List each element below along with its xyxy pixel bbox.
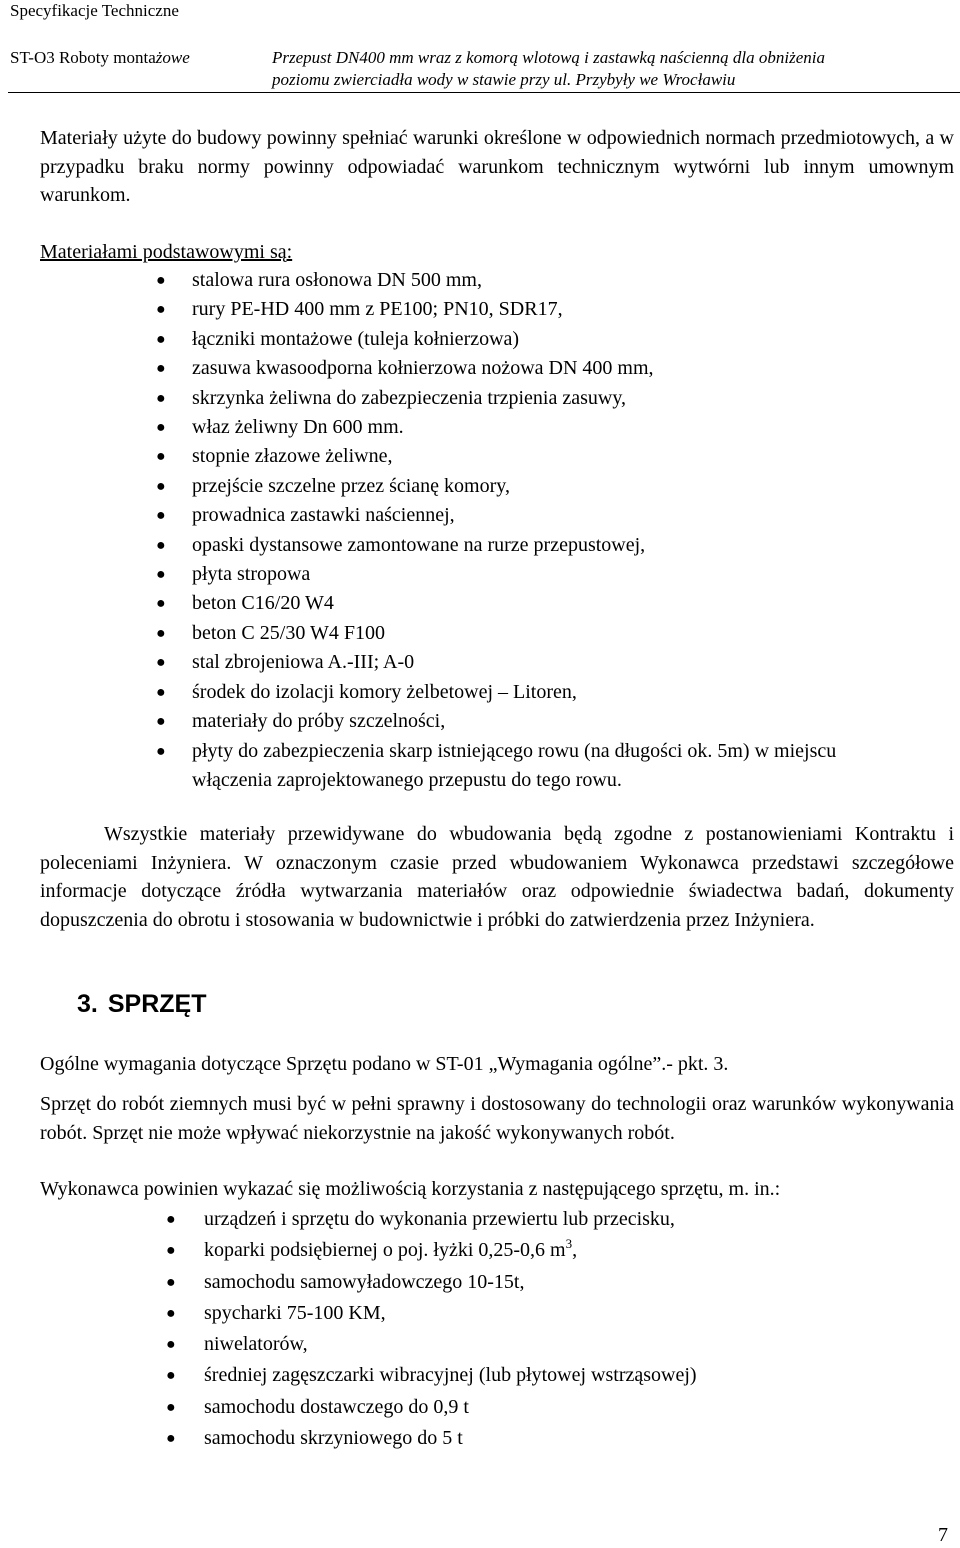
list-item-text: samochodu skrzyniowego do 5 t xyxy=(204,1427,463,1450)
project-subject xyxy=(272,47,825,91)
bullet-icon: ● xyxy=(156,566,166,584)
list-item-text: rury PE-HD 400 mm z PE100; PN10, SDR17, xyxy=(192,298,563,321)
bullet-icon: ● xyxy=(156,654,166,672)
bullet-icon: ● xyxy=(166,1398,176,1416)
superscript: 3 xyxy=(565,1236,573,1252)
equipment-list xyxy=(0,1204,697,1454)
bullet-icon: ● xyxy=(156,536,166,554)
bullet-icon: ● xyxy=(166,1304,176,1322)
list-item-text: zasuwa kwasoodporna kołnierzowa nożowa DN 400 mm, xyxy=(192,357,654,380)
list-item xyxy=(0,1360,697,1391)
list-item xyxy=(0,384,902,413)
list-item-text: urządzeń i sprzętu do wykonania przewiertu lub przecisku, xyxy=(204,1208,675,1230)
list-item-text: skrzynka żeliwna do zabezpieczenia trzpienia zasuwy, xyxy=(192,386,627,409)
list-item xyxy=(0,707,902,736)
list-item xyxy=(0,354,902,383)
section-code-text: ST-O3 Roboty monta xyxy=(10,48,156,67)
list-item-text: stal zbrojeniowa A.-III; A-0 xyxy=(192,651,415,674)
list-item-text: średniej zagęszczarki wibracyjnej (lub płytowej wstrząsowej) xyxy=(204,1364,697,1387)
list-item-text: płyta stropowa xyxy=(192,563,311,586)
bullet-icon: ● xyxy=(166,1273,176,1291)
bullet-icon: ● xyxy=(156,507,166,525)
list-item-text: opaski dystansowe zamontowane na rurze przepustowej, xyxy=(192,533,646,556)
list-item xyxy=(0,1392,697,1423)
bullet-icon: ● xyxy=(166,1336,176,1354)
section-heading xyxy=(77,988,206,1020)
list-item xyxy=(0,1267,697,1298)
section-code xyxy=(10,47,190,69)
project-subject-line-1: Przepust DN400 mm wraz z komorą wlotową i zastawką naścienną dla obniżenia xyxy=(272,48,825,67)
list-item-text: prowadnica zastawki naściennej, xyxy=(192,504,455,527)
list-item-text: spycharki 75-100 KM, xyxy=(204,1301,386,1324)
list-item-text: stalowa rura osłonowa DN 500 mm, xyxy=(192,269,482,291)
list-item xyxy=(0,1235,697,1266)
list-item-text: niwelatorów, xyxy=(204,1333,308,1356)
materials-note-paragraph: Wszystkie materiały przewidywane do wbudowania będą zgodne z postanowieniami Kontraktu i poleceniami Inżyniera. W oznaczonym czasie przed wbudowaniem Wykonawca przedstawi szczegółowe informacje dotyczące źródła wytwarzania materiałów oraz odpowiednie świadectwa badań, dokumenty dopuszczenia do obrotu i stosowania w budownictwie i próbki do zatwierdzenia przez Inżyniera. xyxy=(40,823,954,931)
bullet-icon: ● xyxy=(156,742,166,760)
intro-paragraph: Materiały użyte do budowy powinny spełniać warunki określone w odpowiednich normach przedmiotowych, a w przypadku braku normy powinny odpowiadać warunkom technicznym wytwórni lub innym umownym warunkom. xyxy=(40,127,954,206)
list-item xyxy=(0,678,902,707)
bullet-icon: ● xyxy=(156,272,166,289)
list-item-text: samochodu samowyładowczego 10-15t, xyxy=(204,1270,525,1293)
materials-list xyxy=(0,266,902,795)
bullet-icon: ● xyxy=(156,683,166,701)
equipment-paragraph: Sprzęt do robót ziemnych musi być w pełni sprawny i dostosowany do technologii oraz warunków wykonywania robót. Sprzęt nie może wpływać niekorzystnie na jakość wykonywanych robót. xyxy=(40,1093,954,1144)
project-subject-line-2: poziomu zwierciadła wody w stawie przy ul. Przybyły we Wrocławiu xyxy=(272,70,736,89)
list-item xyxy=(0,413,902,442)
list-item xyxy=(0,1423,697,1454)
equipment-heading: Wykonawca powinien wykazać się możliwością korzystania z następującego sprzętu, m. in.: xyxy=(40,1178,781,1200)
bullet-icon: ● xyxy=(166,1242,176,1260)
list-item xyxy=(0,648,902,677)
list-item-text: beton C 25/30 W4 F100 xyxy=(192,621,385,644)
materials-heading: Materiałami podstawowymi są: xyxy=(40,241,293,263)
list-item xyxy=(0,531,902,560)
section-code-italic: żowe xyxy=(155,48,190,67)
bullet-icon: ● xyxy=(166,1430,176,1448)
section-number: 3. xyxy=(77,990,98,1018)
list-item-text: koparki podsiębiernej o poj. łyżki 0,25-0,6 m xyxy=(204,1239,566,1262)
bullet-icon: ● xyxy=(156,624,166,642)
bullet-icon: ● xyxy=(156,330,166,348)
section-title: SPRZĘT xyxy=(107,990,207,1018)
list-item-text: płyty do zabezpieczenia skarp istniejącego rowu (na długości ok. 5m) w miejscu włączenia zaprojektowanego przepustu do tego rowu. xyxy=(192,739,837,791)
bullet-icon: ● xyxy=(166,1367,176,1385)
list-item-text: przejście szczelne przez ścianę komory, xyxy=(192,474,510,497)
bullet-icon: ● xyxy=(156,595,166,613)
list-item-text: samochodu dostawczego do 0,9 t xyxy=(204,1395,469,1418)
list-item xyxy=(0,442,902,471)
document-title: Specyfikacje Techniczne xyxy=(10,1,179,20)
list-item xyxy=(0,472,902,501)
general-requirements-paragraph: Ogólne wymagania dotyczące Sprzętu podano w ST-01 „Wymagania ogólne”.- pkt. 3. xyxy=(40,1053,729,1075)
list-item xyxy=(0,737,902,796)
bullet-icon: ● xyxy=(156,477,166,495)
list-item-text: właz żeliwny Dn 600 mm. xyxy=(192,416,404,439)
list-item xyxy=(0,1329,697,1360)
list-item-text: stopnie złazowe żeliwne, xyxy=(192,445,393,468)
bullet-icon: ● xyxy=(156,389,166,407)
list-item xyxy=(0,266,902,295)
list-item xyxy=(0,619,902,648)
list-item xyxy=(0,1204,697,1235)
list-item xyxy=(0,560,902,589)
bullet-icon: ● xyxy=(156,360,166,378)
list-item-text: środek do izolacji komory żelbetowej – Litoren, xyxy=(192,680,577,703)
list-item xyxy=(0,325,902,354)
page-number: 7 xyxy=(938,1524,948,1546)
list-item xyxy=(0,501,902,530)
bullet-icon: ● xyxy=(156,301,166,319)
list-item-text: materiały do próby szczelności, xyxy=(192,710,446,733)
list-item-text: beton C16/20 W4 xyxy=(192,592,334,615)
list-item-tail: , xyxy=(572,1239,578,1262)
bullet-icon: ● xyxy=(166,1211,176,1228)
bullet-icon: ● xyxy=(156,713,166,731)
header-divider xyxy=(8,92,960,93)
list-item-text: łączniki montażowe (tuleja kołnierzowa) xyxy=(192,327,520,350)
bullet-icon: ● xyxy=(156,419,166,437)
list-item xyxy=(0,295,902,324)
list-item xyxy=(0,589,902,618)
bullet-icon: ● xyxy=(156,448,166,466)
list-item xyxy=(0,1298,697,1329)
